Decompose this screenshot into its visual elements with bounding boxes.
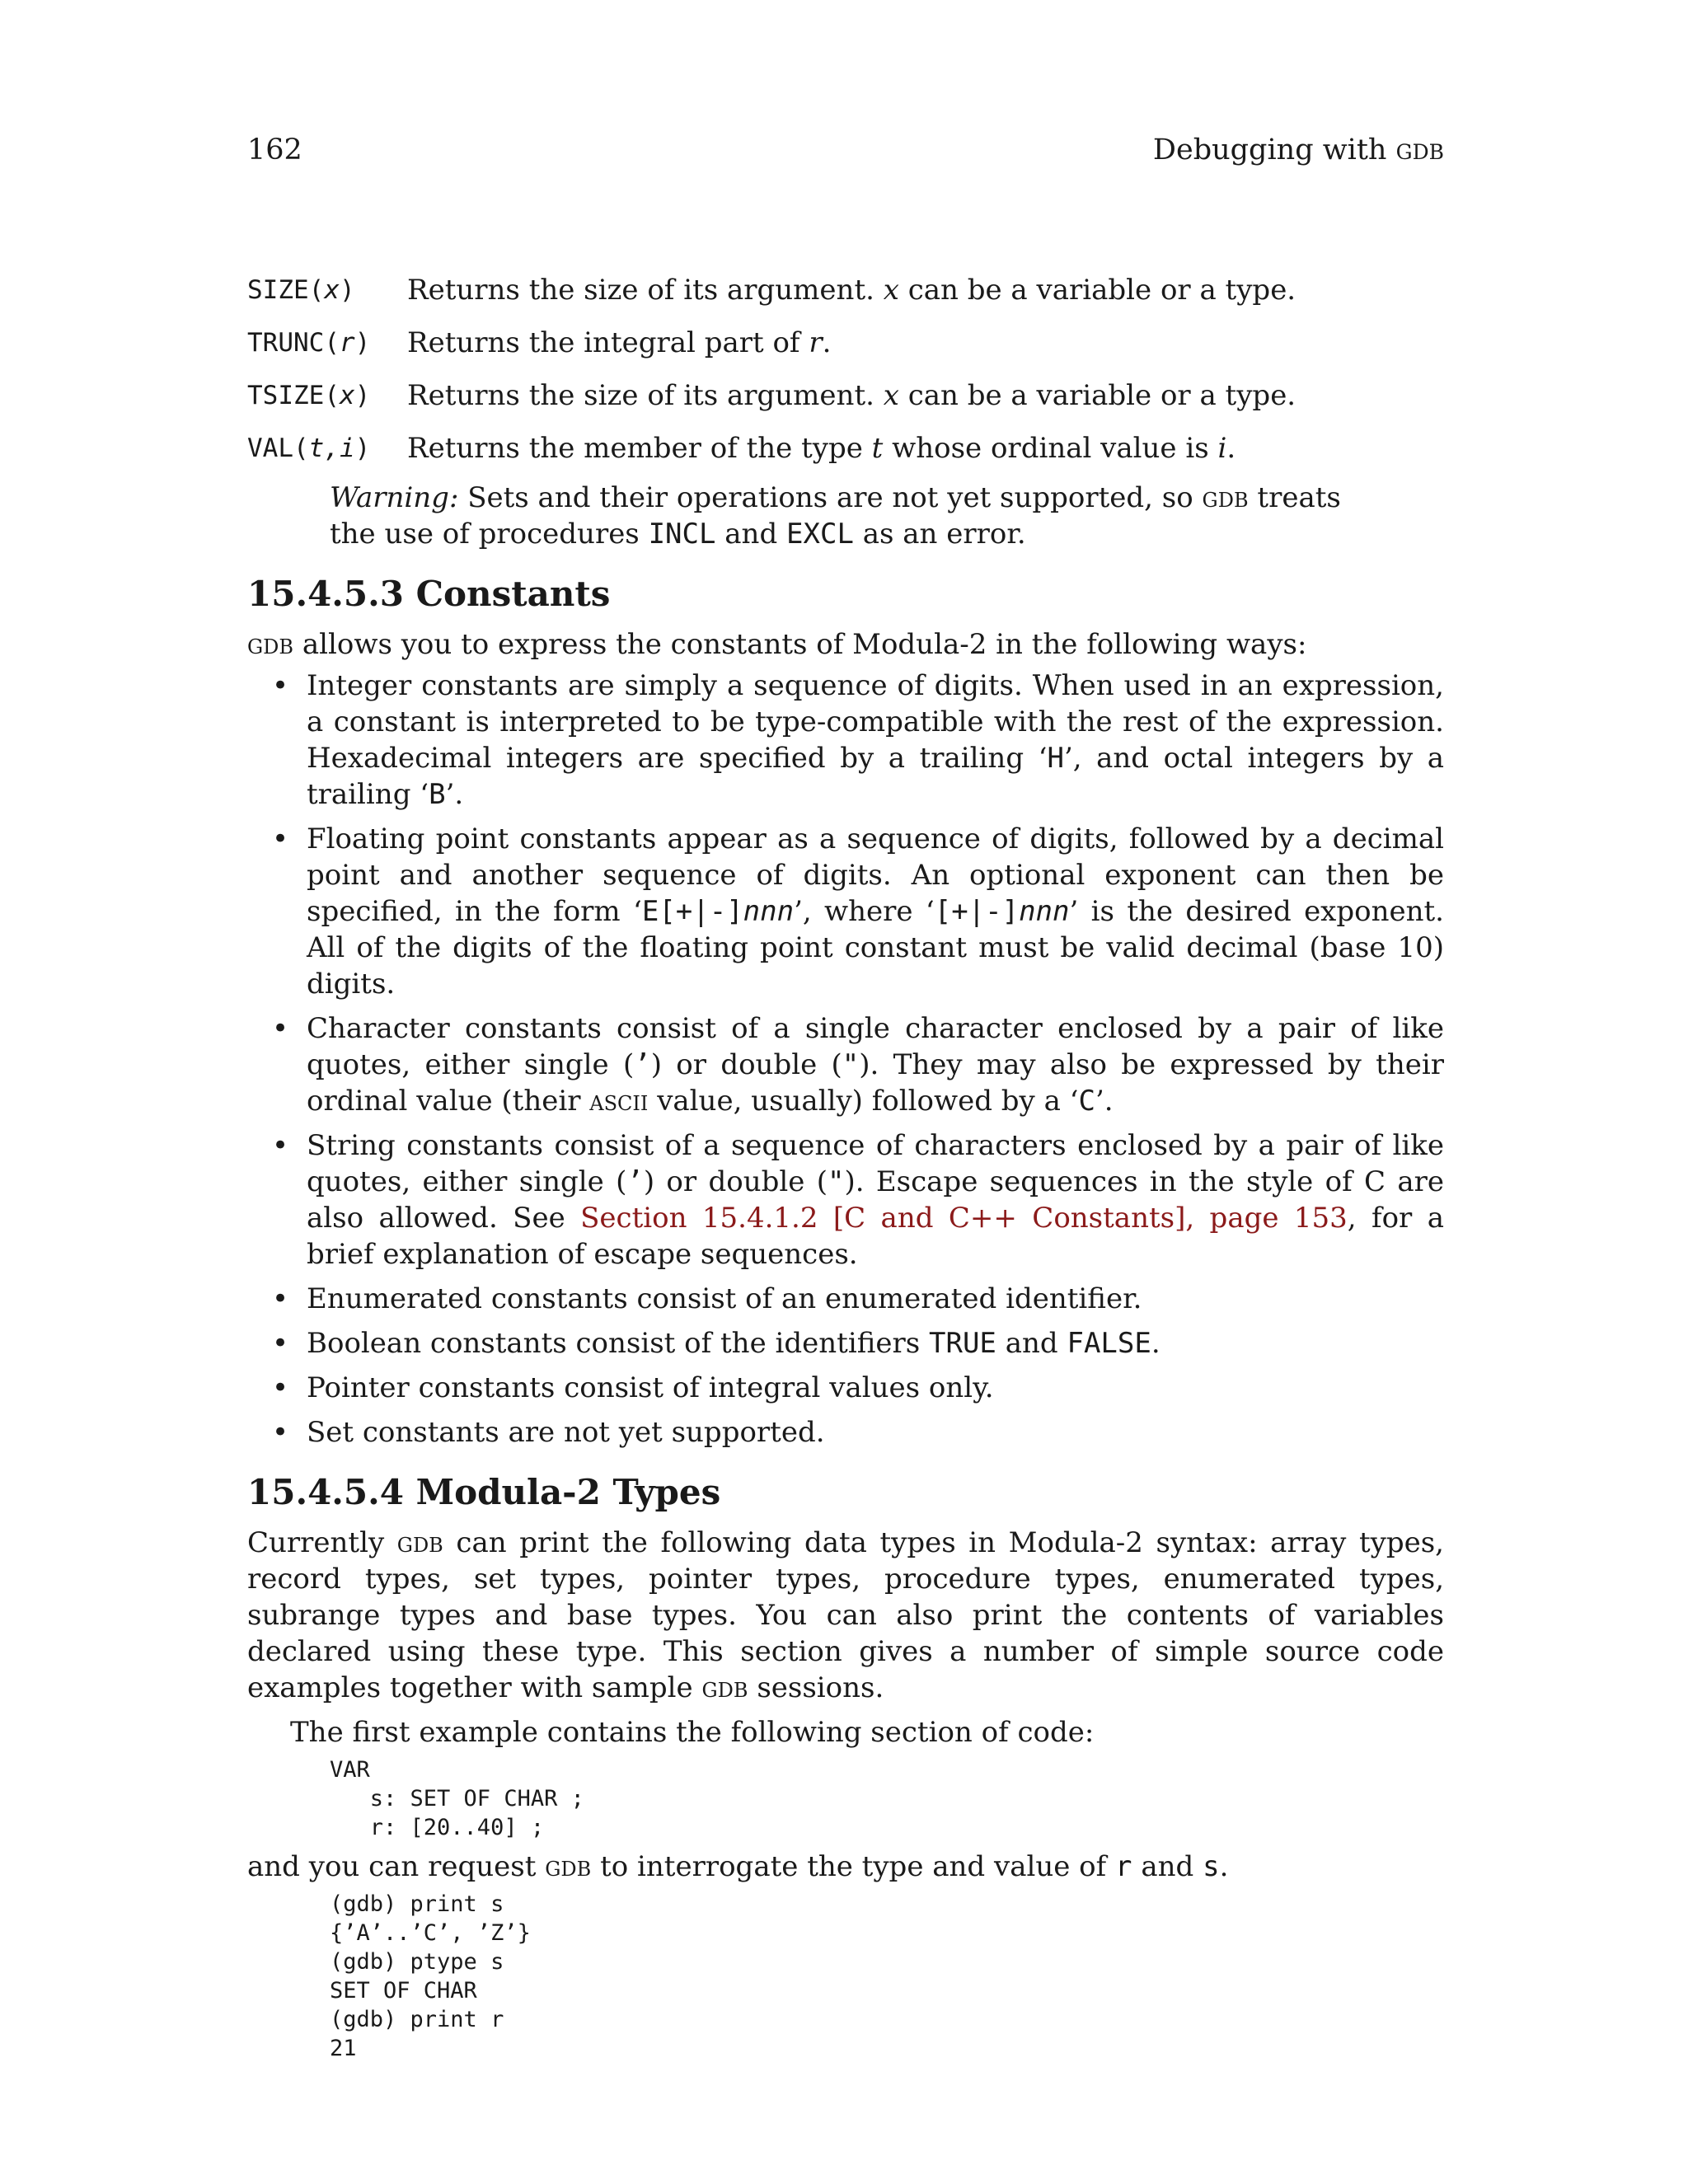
constants-list: [247, 668, 1444, 1451]
definition-trunc: [247, 325, 1444, 361]
section-heading-constants: 15.4.5.3 Constants: [247, 574, 611, 614]
definition-description: Returns the member of the type t whose ordinal value is i.: [407, 432, 1236, 465]
bullet-icon: •: [272, 1327, 289, 1360]
definition-description: Returns the size of its argument. x can be a variable or a type.: [407, 379, 1296, 412]
section-heading-types: 15.4.5.4 Modula-2 Types: [247, 1472, 721, 1512]
code-block-session: (gdb) print s {’A’..’C’, ’Z’} (gdb) ptype s SET OF CHAR (gdb) print r 21: [330, 1891, 531, 2061]
list-item-boolean: • Boolean constants consist of the identifiers TRUE and FALSE.: [272, 1327, 1160, 1360]
bullet-icon: •: [272, 823, 289, 855]
book-title: Debugging with gdb: [1152, 134, 1444, 166]
list-item-integer: • Integer constants are simply a sequence of digits. When used in an expression, a constant is interpreted to be type-compatible with the rest of the expression. Hexadecimal integers are specified by a trailing ‘H’, and octal integers by a trailing ‘B’.: [272, 669, 1444, 811]
definition-tsize: [247, 377, 1444, 414]
bullet-icon: •: [272, 1371, 289, 1404]
definition-description: Returns the integral part of r.: [407, 326, 832, 359]
definition-term: VAL(t,i): [247, 434, 371, 463]
list-item-pointer: • Pointer constants consist of integral values only.: [272, 1371, 994, 1404]
definition-term: TSIZE(x): [247, 381, 371, 410]
page-number: 162: [247, 134, 302, 166]
constants-intro: gdb allows you to express the constants of Modula-2 in the following ways:: [247, 628, 1307, 661]
definition-term: SIZE(x): [247, 275, 355, 305]
interrogate-paragraph: and you can request gdb to interrogate the type and value of r and s.: [247, 1850, 1229, 1883]
bullet-icon: •: [272, 1416, 289, 1449]
page-content: [247, 272, 1444, 2069]
bullet-icon: •: [272, 1282, 289, 1315]
bullet-icon: •: [272, 1012, 289, 1045]
list-item-enumerated: • Enumerated constants consist of an enumerated identifier.: [272, 1282, 1142, 1315]
definition-size: [247, 272, 1444, 308]
example-intro: The first example contains the following section of code:: [290, 1716, 1095, 1749]
types-paragraph: Currently gdb can print the following data types in Modula-2 syntax: array types, record types, set types, pointer types, procedure types, enumerated types, subrange types and base types. You can also print the contents of variables declared using these type. This section gives a number of simple source code examples together with sample gdb sessions.: [247, 1526, 1444, 1704]
definition-term: TRUNC(r): [247, 328, 371, 358]
code-block-declaration: VAR s: SET OF CHAR ; r: [20..40] ;: [330, 1757, 584, 1840]
cross-reference-link[interactable]: Section 15.4.1.2 [C and C++ Constants], page 153: [580, 1202, 1348, 1235]
list-item-string: • String constants consist of a sequence of characters enclosed by a pair of like quotes, either single (’) or double ("). Escape sequences in the style of C are also allowed. See Section 15.4.1.2 [C and C++ Constants], page 153, for a brief explanation of escape sequences.: [272, 1129, 1444, 1271]
definition-val: [247, 430, 1444, 466]
function-definition-list: [247, 272, 1444, 466]
bullet-icon: •: [272, 1129, 289, 1162]
list-item-character: • Character constants consist of a single character enclosed by a pair of like quotes, either single (’) or double ("). They may also be expressed by their ordinal value (their ascii value, usually) followed by a ‘C’.: [272, 1012, 1444, 1118]
definition-description: Returns the size of its argument. x can be a variable or a type.: [407, 274, 1296, 307]
list-item-float: • Floating point constants appear as a sequence of digits, followed by a decimal point and another sequence of digits. An optional exponent can then be specified, in the form ‘E[+|-]nnn’, where ‘[+|-]nnn’ is the desired exponent. All of the digits of the floating point constant must be valid decimal (base 10) digits.: [272, 823, 1444, 1001]
list-item-set: • Set constants are not yet supported.: [272, 1416, 825, 1449]
warning-note: Warning: Sets and their operations are not yet supported, so gdb treats the use of procedures INCL and EXCL as an error.: [330, 481, 1341, 551]
bullet-icon: •: [272, 669, 289, 702]
